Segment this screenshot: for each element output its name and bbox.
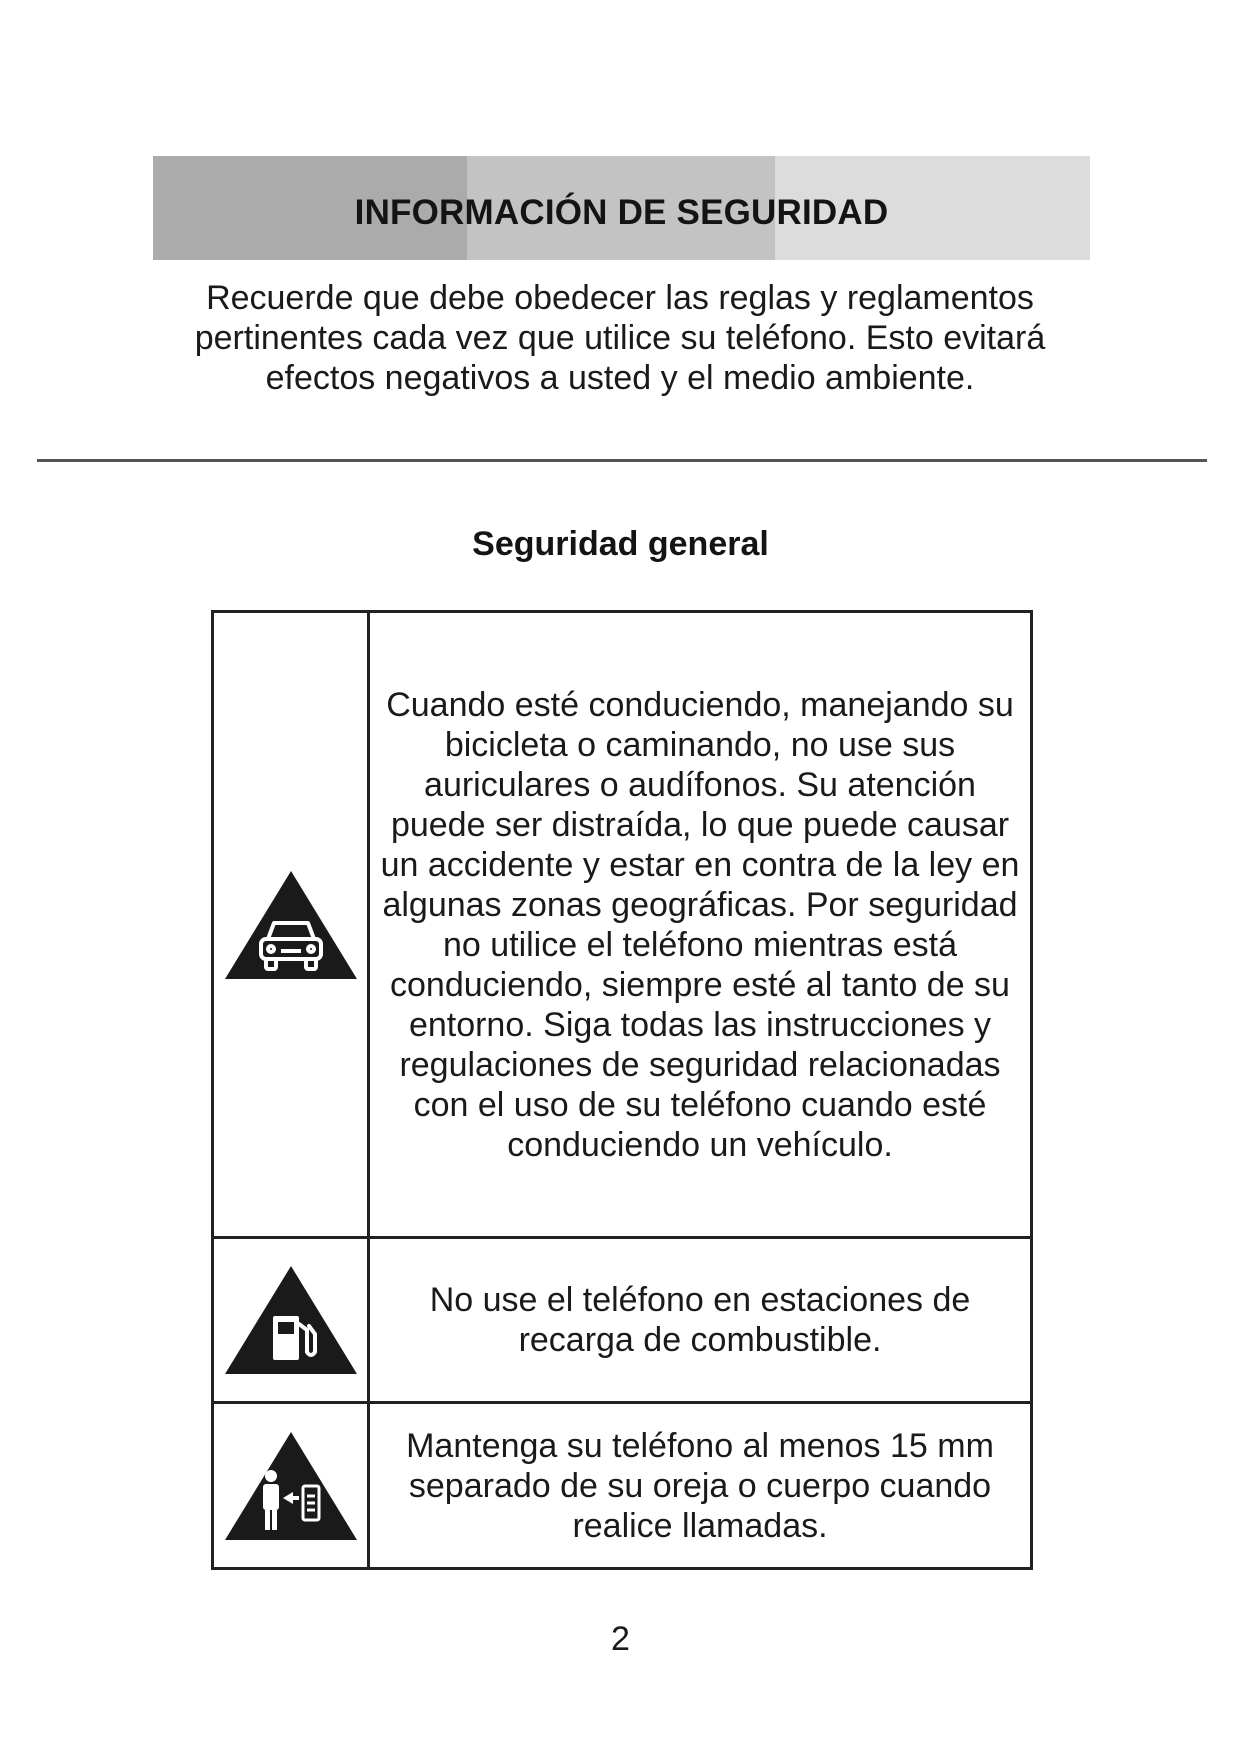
safety-table — [211, 610, 1033, 1570]
icon-cell — [213, 1238, 369, 1403]
section-title: Seguridad general — [472, 525, 769, 563]
table-row — [213, 612, 1032, 1238]
icon-cell — [213, 1403, 369, 1569]
page-number: 2 — [611, 1620, 630, 1658]
section-header-bar — [153, 156, 1090, 260]
table-row — [213, 1238, 1032, 1403]
intro-paragraph: Recuerde que debe obedecer las reglas y reglamentos pertinentes cada vez que utilice su teléfono. Esto evitará efectos negativos a usted y el medio ambiente. — [194, 279, 1046, 397]
icon-cell — [213, 612, 369, 1238]
table-row — [213, 1403, 1032, 1569]
horizontal-divider — [37, 459, 1207, 462]
body-distance-warning-icon — [221, 1426, 361, 1546]
row-text: No use el teléfono en estaciones de recarga de combustible. — [369, 1238, 1032, 1403]
page-title: INFORMACIÓN DE SEGURIDAD — [354, 193, 889, 232]
row-text: Cuando esté conduciendo, manejando su bicicleta o caminando, no use sus auriculares o audífonos. Su atención puede ser distraída, lo que puede causar un accidente y estar en contra de la ley en algunas zonas geográficas. Por seguridad no utilice el teléfono mientras está conduciendo, siempre esté al tanto de su entorno. Siga todas las instrucciones y regulaciones de seguridad relacionadas con el uso de su teléfono cuando esté conduciendo un vehículo. — [369, 612, 1032, 1238]
row-text: Mantenga su teléfono al menos 15 mm separado de su oreja o cuerpo cuando realice llamadas. — [369, 1403, 1032, 1569]
fuel-pump-warning-icon — [221, 1260, 361, 1380]
car-warning-icon — [221, 865, 361, 985]
